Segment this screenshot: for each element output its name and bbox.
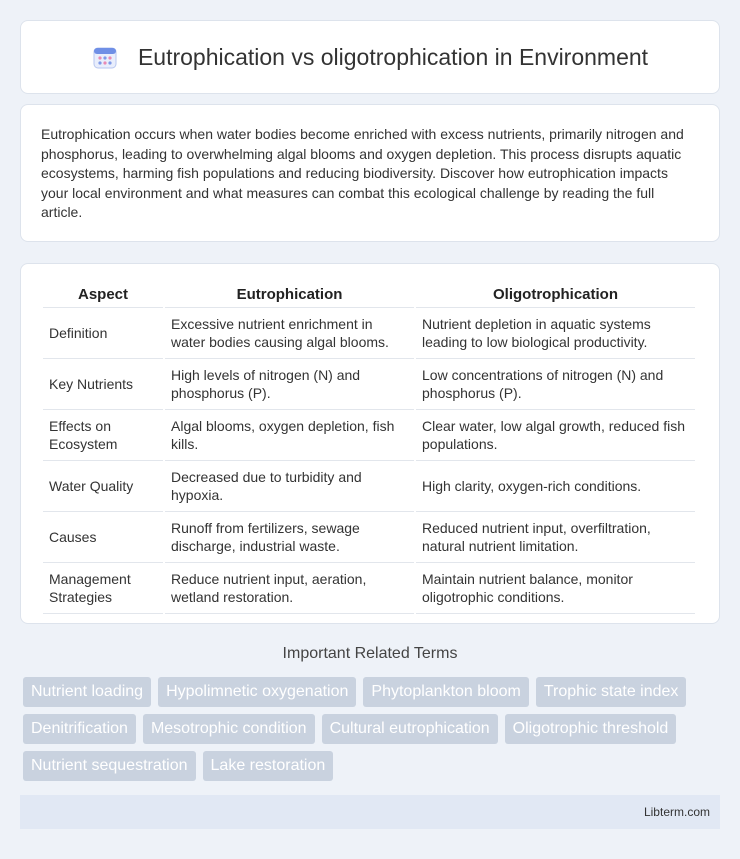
table-cell-oligotrophication: Clear water, low algal growth, reduced fish populations. (416, 410, 695, 461)
table-cell-eutrophication: Excessive nutrient enrichment in water bodies causing algal blooms. (165, 308, 414, 359)
header-card (20, 20, 720, 94)
related-terms-title: Important Related Terms (282, 645, 458, 662)
related-term-tag[interactable]: Phytoplankton bloom (363, 677, 528, 707)
calendar-icon (92, 44, 118, 70)
column-header: Eutrophication (165, 284, 414, 308)
table-row (43, 410, 695, 461)
related-term-tag[interactable]: Cultural eutrophication (322, 714, 498, 744)
related-term-tag[interactable]: Denitrification (23, 714, 136, 744)
related-term-tag[interactable]: Trophic state index (536, 677, 687, 707)
table-cell-oligotrophication: Maintain nutrient balance, monitor oligotrophic conditions. (416, 563, 695, 614)
related-term-tag[interactable]: Oligotrophic threshold (505, 714, 677, 744)
table-cell-eutrophication: Reduce nutrient input, aeration, wetland restoration. (165, 563, 414, 614)
table-header-row (43, 284, 695, 308)
column-header: Oligotrophication (416, 284, 695, 308)
table-cell-oligotrophication: Nutrient depletion in aquatic systems leading to low biological productivity. (416, 308, 695, 359)
table-cell-eutrophication: Decreased due to turbidity and hypoxia. (165, 461, 414, 512)
table-row (43, 563, 695, 614)
table-cell-oligotrophication: Low concentrations of nitrogen (N) and phosphorus (P). (416, 359, 695, 410)
table-row (43, 359, 695, 410)
column-header: Aspect (43, 284, 163, 308)
comparison-table (41, 284, 697, 614)
table-row (43, 512, 695, 563)
table-cell-oligotrophication: High clarity, oxygen-rich conditions. (416, 461, 695, 512)
table-cell-eutrophication: Runoff from fertilizers, sewage discharge, industrial waste. (165, 512, 414, 563)
table-cell-eutrophication: High levels of nitrogen (N) and phosphorus (P). (165, 359, 414, 410)
table-cell-oligotrophication: Reduced nutrient input, overfiltration, natural nutrient limitation. (416, 512, 695, 563)
related-term-tag[interactable]: Hypolimnetic oxygenation (158, 677, 356, 707)
table-cell-aspect: Key Nutrients (43, 359, 163, 410)
table-cell-aspect: Management Strategies (43, 563, 163, 614)
table-cell-aspect: Water Quality (43, 461, 163, 512)
related-term-tag[interactable]: Lake restoration (203, 751, 334, 781)
comparison-table-card (20, 263, 720, 624)
page-title: Eutrophication vs oligotrophication in Environment (137, 43, 649, 70)
table-cell-eutrophication: Algal blooms, oxygen depletion, fish kills. (165, 410, 414, 461)
related-term-tag[interactable]: Nutrient sequestration (23, 751, 196, 781)
table-cell-aspect: Definition (43, 308, 163, 359)
intro-text: Eutrophication occurs when water bodies become enriched with excess nutrients, primarily nitrogen and phosphorus, leading to overwhelming algal blooms and oxygen depletion. This process disrupts aquatic ecosystems, harming fish populations and reducing biodiversity. Discover how eutrophication impacts your local environment and what measures can combat this ecological challenge by reading the full article. (41, 126, 684, 220)
table-cell-aspect: Effects on Ecosystem (43, 410, 163, 461)
footer (20, 795, 720, 829)
related-terms-list (23, 677, 723, 781)
table-row (43, 461, 695, 512)
related-term-tag[interactable]: Mesotrophic condition (143, 714, 315, 744)
related-term-tag[interactable]: Nutrient loading (23, 677, 151, 707)
intro-card (20, 104, 720, 242)
footer-brand-link[interactable]: Libterm.com (643, 805, 710, 819)
table-row (43, 308, 695, 359)
table-cell-aspect: Causes (43, 512, 163, 563)
